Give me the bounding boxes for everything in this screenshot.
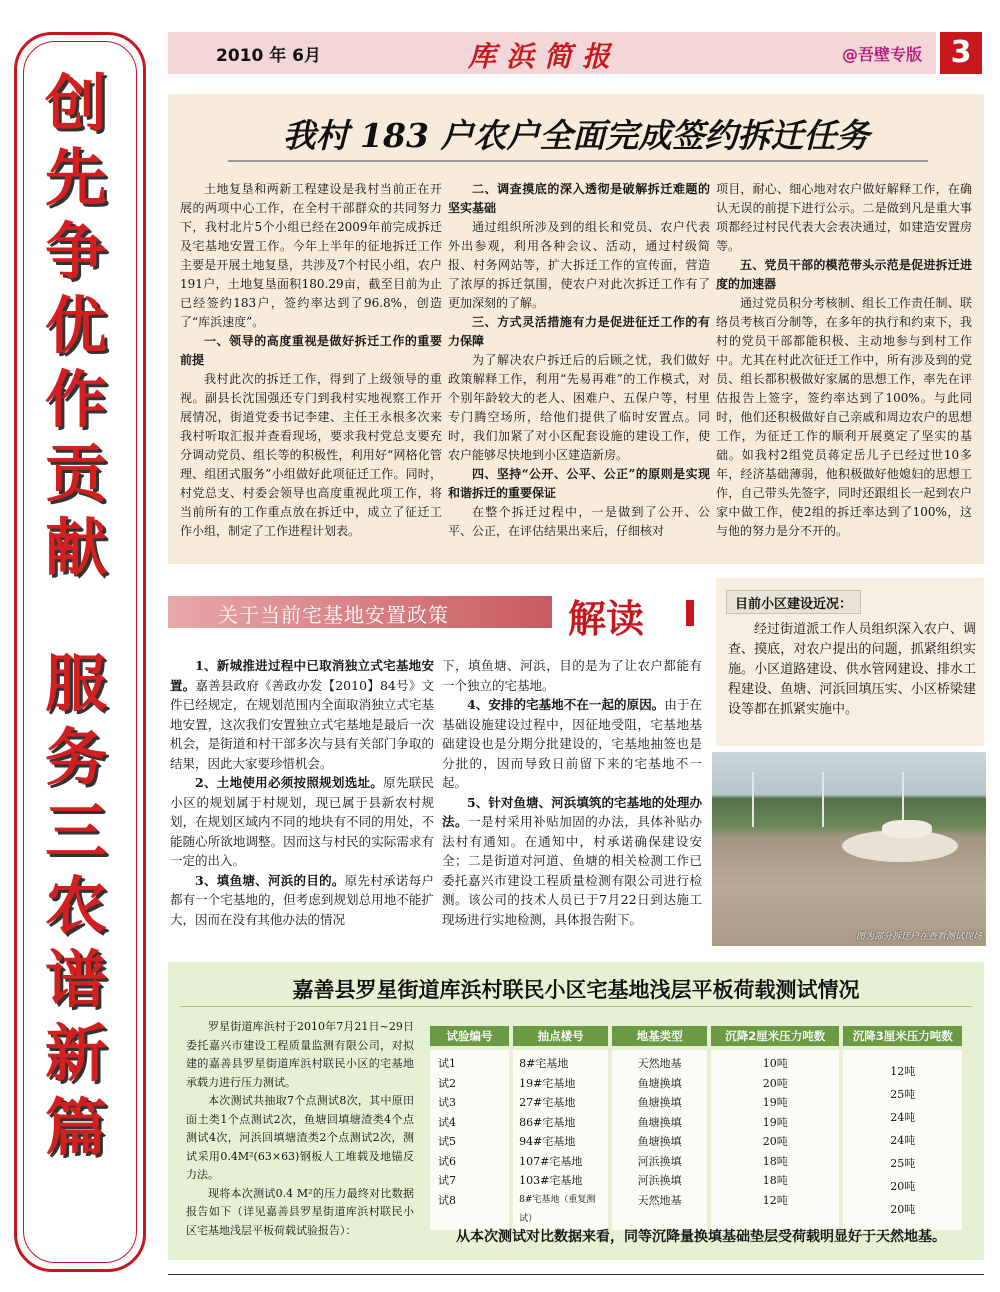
cell-lot: 86#宅基地 [519, 1115, 576, 1129]
section-heading: 一、领导的高度重视是做好拆迁工作的重要前提 [180, 334, 442, 367]
status-box-text [728, 620, 976, 720]
photo-caption: 图为部分拆迁户在查看测试现场 [855, 932, 982, 942]
cell-foundation-type: 鱼塘换填 [637, 1135, 682, 1148]
banner-char: 创 [44, 67, 107, 140]
article-column-1 [180, 180, 442, 541]
policy-paragraph: 下，填鱼塘、河浜，目的是为了让农户都能有一个独立的宅基地。 [442, 658, 702, 693]
lead-article [168, 94, 984, 564]
cell-lot: 19#宅基地 [519, 1076, 576, 1090]
header-3cm-load: 沉降3厘米压力吨数 [843, 1026, 962, 1046]
cell-2cm-load: 20吨 [762, 1135, 788, 1148]
section-heading: 四、坚持“公开、公平、公正”的原则是实现和谐拆迁的重要保证 [448, 467, 710, 500]
highlight-accent-bar [686, 600, 694, 626]
article-column-3 [716, 180, 972, 541]
table-header-row [430, 1026, 962, 1046]
banner-char: 争 [44, 215, 107, 288]
newspaper-name: 库浜简报 [468, 40, 621, 73]
policy-paragraph: 1、新城推进过程中已取消独立式宅基地安置。嘉善县政府《善政办发【2010】84号》文件已经规定，在规划范围内全面取消独立式宅基地安置，这次我们安置独立式宅基地是最后一次机会，是街道和村干部多次与县有关部门争取的结果，因此大家要珍惜机会。 [170, 658, 434, 771]
article-paragraph: 为了解决农户拆迁后的后顾之忧，我们做好政策解释工作，利用“先易再难”的工作模式，对个别年龄较大的老人、困难户、五保户等，村里专门腾空场所，给他们提供了临时安置点。同时，我们加紧了对小区配套设施的建设工作，使农户能够尽快地到小区建造新房。 [448, 353, 710, 462]
cell-3cm-load: 24吨 [890, 1111, 916, 1124]
article-paragraph: 项目，耐心、细心地对农户做好解释工作，在确认无误的前提下进行公示。二是做到凡是重大事项都经过村民代表大会表决通过，如建造安置房等。 [716, 182, 972, 253]
cell-foundation-type: 鱼塘换填 [637, 1096, 682, 1109]
load-test-title: 嘉善县罗星街道库浜村联民小区宅基地浅层平板荷载测试情况 [292, 978, 860, 1002]
column-2cm-loads [711, 1050, 839, 1230]
photo-post [902, 772, 904, 827]
banner-char: 献 [44, 511, 107, 584]
page-header [168, 32, 936, 74]
cell-test-id: 试5 [438, 1135, 456, 1148]
cell-lot: 103#宅基地 [519, 1174, 583, 1187]
cell-foundation-type: 河浜换填 [637, 1154, 682, 1168]
issue-date: 2010 年 6月 [216, 46, 321, 66]
intro-paragraph: 现将本次测试0.4 M²的压力最终对比数据报告如下（详见嘉善县罗星街道库浜村联民小区宅基地浅层平板荷载试验报告）： [186, 1186, 414, 1237]
policy-paragraph: 4、安排的宅基地不在一起的原因。由于在基础设施建设过程中，因征地受阻，宅基地基础建设也是分期分批建设的，宅基地抽签也是分批的，因而导致日前留下来的宅基地不一起。 [442, 697, 702, 790]
policy-paragraph: 5、针对鱼塘、河浜填筑的宅基地的处理办法。一是村采用补贴加固的办法，具体补贴办法村有通知。在通知中，村承诺确保建设安全；二是街道对河道、鱼塘的相关检测工作已委托嘉兴市建设工程质量检测有限公司进行检测。该公司的技术人员已于7月22日到达施工现场进行实地检测，具体报告附下。 [442, 794, 702, 927]
section-heading: 三、方式灵活措施有力是促进征迁工作的有力保障 [448, 315, 710, 348]
policy-point-heading: 4、安排的宅基地不在一起的原因。 [467, 697, 665, 712]
header-test-id: 试验编号 [430, 1026, 509, 1046]
banner-char: 务 [44, 721, 107, 794]
cell-lot: 107#宅基地 [519, 1154, 583, 1168]
policy-section-header [168, 594, 702, 641]
article-paragraph: 土地复垦和两新工程建设是我村当前正在开展的两项中心工作，在全村干部群众的共同努力下，我村北片5个小组已经在2009年前完成拆迁及宅基地安置工作。今年上半年的征地拆迁工作主要是开展土地复垦，共涉及7个村民小组，农户191户，土地复垦面积180.29亩，截至目前为止已经签约183户，签约率达到了96.8%，创造了“库浜速度”。 [180, 182, 442, 329]
edition-label: @吾壁专版 [841, 45, 922, 64]
load-test-rule [180, 1006, 972, 1007]
banner-char: 三 [44, 795, 107, 868]
load-test-table [426, 1022, 966, 1234]
banner-char: 服 [44, 647, 107, 720]
photo-post [752, 772, 754, 827]
cell-foundation-type: 天然地基 [637, 1193, 682, 1207]
banner-char: 先 [44, 141, 107, 214]
status-box-title: 目前小区建设近况： [726, 590, 861, 614]
headline-rule [228, 160, 928, 162]
cell-3cm-load: 25吨 [890, 1088, 916, 1101]
cell-lot: 8#宅基地（重复测试） [519, 1194, 596, 1224]
cell-test-id: 试2 [438, 1076, 456, 1090]
cell-3cm-load: 25吨 [890, 1157, 916, 1170]
banner-char: 作 [44, 363, 107, 436]
policy-paragraph: 3、填鱼塘、河浜的目的。原先村承诺每户都有一个宅基地的，但考虑到规划总用地不能扩大，因而在没有其他办法的情况 [170, 872, 434, 927]
policy-highlight-label: 解读 [568, 596, 645, 641]
policy-paragraph: 2、土地使用必须按照规划选址。原先联民小区的规划属于村规划，现已属于县新农村规划，在规划区域内不同的地块有不同的用处，不能随心所欲地调整。因而这与村民的实际需求有一定的出入。 [170, 775, 434, 868]
article-paragraph: 我村此次的拆迁工作，得到了上级领导的重视。副县长沈国强还专门到我村实地视察工作开展情况，街道党委书记李建、主任王永根多次来我村听取汇报并查看现场，要求我村党总支要充分调动党员、组长等的积极性，利用好“网格化管理、组团式服务”小组做好此项征迁工作。同时，村党总支、村委会领导也高度重视此项工作，将当前所有的工作重点放在拆迁中，成立了征迁工作小组，制定了工作进程计划表。 [180, 372, 442, 538]
article-headline: 我村 183 户农户全面完成签约拆迁任务 [282, 116, 870, 155]
cell-test-id: 试8 [438, 1193, 456, 1207]
cell-2cm-load: 20吨 [762, 1076, 788, 1090]
cell-lot: 8#宅基地 [519, 1057, 569, 1070]
banner-char: 贡 [44, 437, 107, 510]
cell-2cm-load: 19吨 [762, 1096, 788, 1109]
article-paragraph: 通过组织所涉及到的组长和党员、农户代表外出参观，利用各种会议、活动，通过村级简报、村务网站等，扩大拆迁工作的宣传面，营造了浓厚的拆迁氛围，使农户对此次拆迁工作有了更加深刻的了解。 [448, 220, 710, 310]
cell-test-id: 试7 [438, 1174, 456, 1187]
header-lot: 抽点楼号 [513, 1026, 608, 1046]
photo-material-pile [882, 820, 932, 838]
cell-3cm-load: 12吨 [890, 1065, 916, 1078]
policy-point-heading: 2、土地使用必须按照规划选址。 [195, 775, 384, 790]
cell-foundation-type: 河浜换填 [637, 1174, 682, 1187]
cell-2cm-load: 12吨 [762, 1193, 788, 1207]
intro-paragraph: 罗星街道库浜村于2010年7月21日~29日委托嘉兴市建设工程质量监测有限公司，对拟建的嘉善县罗星街道库浜村联民小区的宅基地承载力进行压力测试。 [186, 1020, 414, 1089]
cell-test-id: 试1 [438, 1057, 456, 1070]
column-test-ids [430, 1050, 509, 1230]
photo-post [822, 772, 824, 827]
policy-column-2 [442, 656, 702, 929]
section-heading: 二、调查摸底的深入透彻是破解拆迁难题的坚实基础 [448, 182, 710, 215]
table-body-row [430, 1050, 962, 1230]
article-paragraph: 在整个拆迁过程中，一是做到了公开、公平、公正，在评估结果出来后，仔细核对 [448, 505, 710, 538]
cell-lot: 94#宅基地 [519, 1135, 576, 1148]
cell-test-id: 试6 [438, 1154, 456, 1168]
cell-lot: 27#宅基地 [519, 1096, 576, 1109]
cell-3cm-load: 20吨 [890, 1180, 916, 1193]
cell-2cm-load: 18吨 [762, 1174, 788, 1187]
policy-point-heading: 5、针对鱼塘、河浜填筑的宅基地的处理办法。 [442, 794, 702, 829]
policy-point-heading: 1、新城推进过程中已取消独立式宅基地安置。 [170, 658, 434, 693]
cell-foundation-type: 鱼塘换填 [637, 1115, 682, 1129]
banner-char: 农 [44, 869, 107, 942]
banner-char: 谱 [44, 943, 107, 1016]
cell-test-id: 试3 [438, 1096, 456, 1109]
column-foundation-types [612, 1050, 707, 1230]
cell-2cm-load: 18吨 [762, 1154, 788, 1168]
cell-3cm-load: 20吨 [890, 1203, 916, 1216]
header-foundation-type: 地基类型 [612, 1026, 707, 1046]
column-3cm-loads [843, 1050, 962, 1230]
cell-2cm-load: 19吨 [762, 1115, 788, 1129]
load-test-intro [186, 1018, 414, 1240]
cell-foundation-type: 天然地基 [637, 1057, 682, 1070]
cell-2cm-load: 10吨 [762, 1057, 788, 1070]
banner-char: 篇 [44, 1091, 107, 1164]
article-column-2 [448, 180, 710, 541]
banner-char: 新 [44, 1017, 107, 1090]
site-photo [712, 752, 986, 946]
section-heading: 五、党员干部的模范带头示范是促进拆迁进度的加速器 [716, 258, 972, 291]
header-2cm-load: 沉降2厘米压力吨数 [711, 1026, 839, 1046]
cell-test-id: 试4 [438, 1115, 456, 1129]
status-box-paragraph: 经过街道派工作人员组织深入农户、调查、摸底，对农户提出的问题，抓紧组织实施。小区道路建设、供水管网建设、排水工程建设、鱼塘、河浜回填压实、小区桥梁建设等都在抓紧实施中。 [728, 622, 976, 717]
vertical-slogan-banner [14, 32, 146, 1272]
page-bottom-rule [168, 1274, 984, 1275]
column-lots [513, 1050, 608, 1230]
banner-char: 优 [44, 289, 107, 362]
policy-column-1 [170, 656, 434, 929]
construction-status-box [716, 578, 984, 746]
policy-title: 关于当前宅基地安置政策 [218, 603, 449, 627]
intro-paragraph: 本次测试共抽取7个点测试8次，其中原田面土类1个点测试2次，鱼塘回填塘渣类4个点测试4次，河浜回填塘渣类2个点测试2次，测试采用0.4M²(63×63)钢板人工堆载及地锚反力法。 [186, 1094, 414, 1181]
load-test-section [168, 962, 984, 1260]
cell-foundation-type: 鱼塘换填 [637, 1076, 682, 1090]
test-conclusion: 从本次测试对比数据来看，同等沉降量换填基础垫层受荷载明显好于天然地基。 [456, 1229, 946, 1245]
article-paragraph: 通过党员积分考核制、组长工作责任制、联络员考核百分制等，在多年的执行和约束下，我村的党员干部都能积极、主动地参与到村工作中。尤其在村此次征迁工作中，所有涉及到的党员、组长都积极做好家属的思想工作，率先在评估报告上签字，签约率达到了100%。与此同时，他们还积极做好自己亲戚和周边农户的思想工作，为征迁工作的顺利开展奠定了坚实的基础。如我村2组党员蒋定岳儿子已经过世10多年，经济基础薄弱，他积极做好他媳妇的思想工作，自己带头先签字，同时还跟组长一起到农户家中做工作，使2组的拆迁率达到了100%，这与他的努力是分不开的。 [716, 296, 972, 538]
cell-3cm-load: 24吨 [890, 1134, 916, 1147]
policy-point-heading: 3、填鱼塘、河浜的目的。 [195, 872, 345, 888]
page-number: 3 [940, 32, 982, 74]
